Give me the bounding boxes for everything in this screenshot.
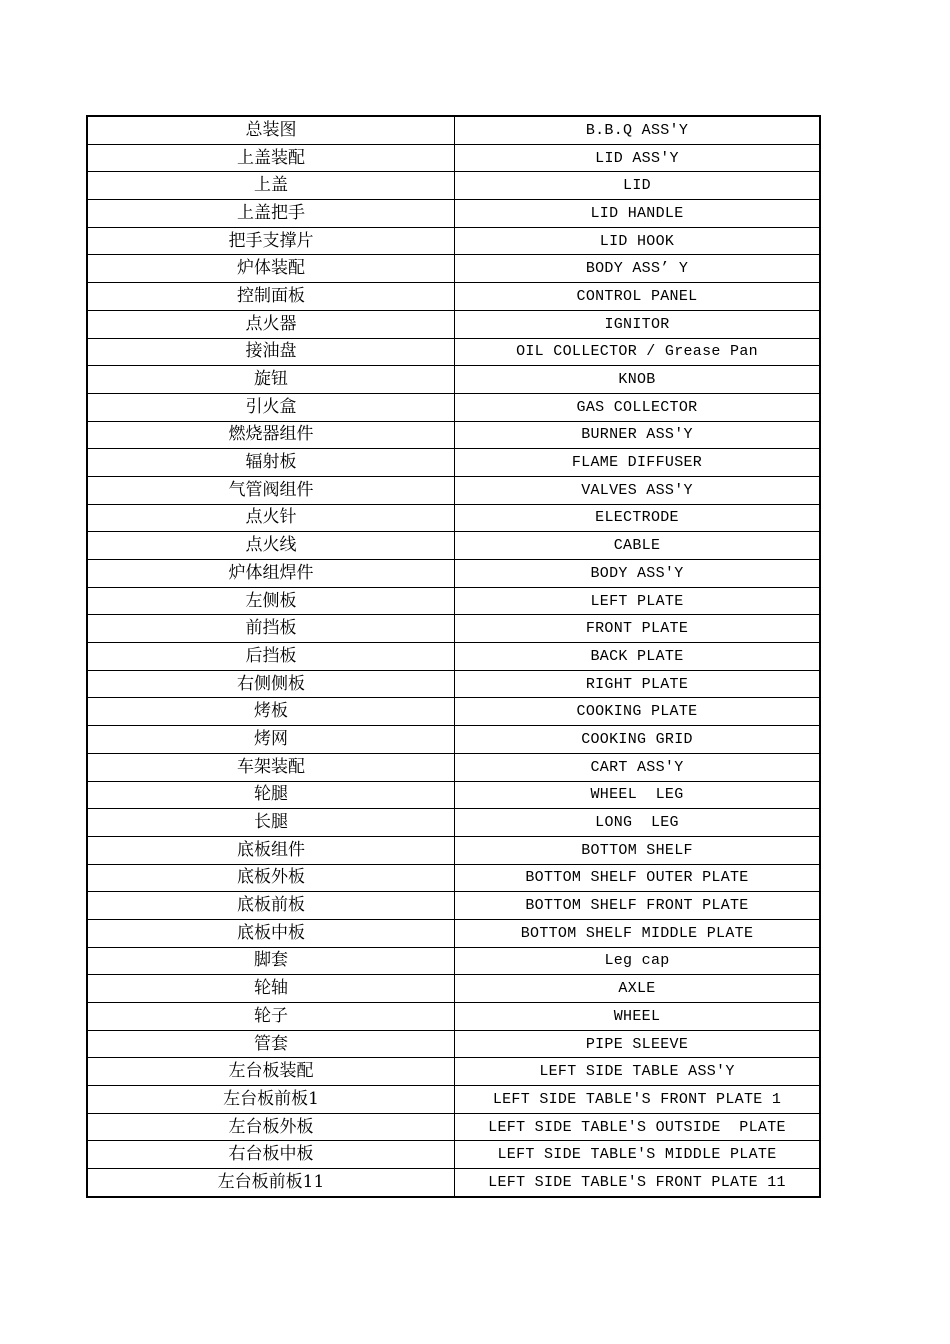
part-name-chinese: 燃烧器组件 [87, 421, 455, 449]
part-name-chinese: 轮轴 [87, 975, 455, 1003]
parts-table [86, 115, 821, 1198]
part-name-chinese: 右台板中板 [87, 1141, 455, 1169]
part-name-english: ELECTRODE [455, 504, 821, 532]
table-row [87, 283, 820, 311]
table-row [87, 809, 820, 837]
table-row [87, 864, 820, 892]
part-name-english: GAS COLLECTOR [455, 393, 821, 421]
part-name-english: LID HANDLE [455, 200, 821, 228]
table-row [87, 975, 820, 1003]
part-name-english: COOKING PLATE [455, 698, 821, 726]
parts-table-body [87, 116, 820, 1197]
part-name-english: BODY ASS'Y [455, 560, 821, 588]
part-name-english: LEFT SIDE TABLE ASS'Y [455, 1058, 821, 1086]
table-row [87, 892, 820, 920]
part-name-english: COOKING GRID [455, 726, 821, 754]
part-name-english: CONTROL PANEL [455, 283, 821, 311]
part-name-chinese: 上盖把手 [87, 200, 455, 228]
part-name-chinese: 点火针 [87, 504, 455, 532]
part-name-english: FRONT PLATE [455, 615, 821, 643]
table-row [87, 1141, 820, 1169]
part-name-chinese: 长腿 [87, 809, 455, 837]
table-row [87, 919, 820, 947]
part-name-english: BOTTOM SHELF [455, 836, 821, 864]
part-name-english: LEFT SIDE TABLE'S MIDDLE PLATE [455, 1141, 821, 1169]
table-row [87, 116, 820, 144]
part-name-chinese: 脚套 [87, 947, 455, 975]
part-name-english: LID [455, 172, 821, 200]
table-row [87, 836, 820, 864]
part-name-chinese: 炉体组焊件 [87, 560, 455, 588]
part-name-chinese: 把手支撑片 [87, 227, 455, 255]
part-name-chinese: 旋钮 [87, 366, 455, 394]
table-row [87, 255, 820, 283]
part-name-chinese: 上盖装配 [87, 144, 455, 172]
part-name-english: B.B.Q ASS'Y [455, 116, 821, 144]
part-name-chinese: 轮子 [87, 1003, 455, 1031]
part-name-chinese: 轮腿 [87, 781, 455, 809]
part-name-chinese: 前挡板 [87, 615, 455, 643]
part-name-chinese: 接油盘 [87, 338, 455, 366]
table-row [87, 227, 820, 255]
part-name-english: BURNER ASS'Y [455, 421, 821, 449]
part-name-chinese: 控制面板 [87, 283, 455, 311]
table-row [87, 1030, 820, 1058]
part-name-chinese: 辐射板 [87, 449, 455, 477]
table-row [87, 532, 820, 560]
part-name-english: BOTTOM SHELF OUTER PLATE [455, 864, 821, 892]
part-name-chinese: 底板中板 [87, 919, 455, 947]
part-name-english: WHEEL [455, 1003, 821, 1031]
table-row [87, 338, 820, 366]
part-name-chinese: 右侧侧板 [87, 670, 455, 698]
part-name-chinese: 点火器 [87, 310, 455, 338]
part-name-english: KNOB [455, 366, 821, 394]
part-name-english: IGNITOR [455, 310, 821, 338]
table-row [87, 726, 820, 754]
part-name-english: AXLE [455, 975, 821, 1003]
part-name-english: LEFT SIDE TABLE'S FRONT PLATE 11 [455, 1169, 821, 1197]
part-name-chinese: 烤网 [87, 726, 455, 754]
part-name-chinese: 总装图 [87, 116, 455, 144]
part-name-english: VALVES ASS'Y [455, 476, 821, 504]
part-name-english: BODY ASS’ Y [455, 255, 821, 283]
table-row [87, 587, 820, 615]
table-row [87, 421, 820, 449]
part-name-english: LEFT SIDE TABLE'S OUTSIDE PLATE [455, 1113, 821, 1141]
part-name-english: CART ASS'Y [455, 753, 821, 781]
part-name-chinese: 上盖 [87, 172, 455, 200]
table-row [87, 781, 820, 809]
table-row [87, 1113, 820, 1141]
part-name-english: RIGHT PLATE [455, 670, 821, 698]
part-name-chinese: 烤板 [87, 698, 455, 726]
part-name-chinese: 点火线 [87, 532, 455, 560]
part-name-english: Leg cap [455, 947, 821, 975]
part-name-chinese: 左台板外板 [87, 1113, 455, 1141]
table-row [87, 144, 820, 172]
table-row [87, 615, 820, 643]
part-name-english: BACK PLATE [455, 643, 821, 671]
table-row [87, 393, 820, 421]
part-name-chinese: 左台板前板1 [87, 1086, 455, 1114]
table-row [87, 310, 820, 338]
table-row [87, 947, 820, 975]
part-name-chinese: 后挡板 [87, 643, 455, 671]
part-name-english: LONG LEG [455, 809, 821, 837]
part-name-english: LID ASS'Y [455, 144, 821, 172]
part-name-chinese: 左台板前板11 [87, 1169, 455, 1197]
table-row [87, 643, 820, 671]
part-name-chinese: 车架装配 [87, 753, 455, 781]
part-name-english: OIL COLLECTOR / Grease Pan [455, 338, 821, 366]
part-name-english: CABLE [455, 532, 821, 560]
table-row [87, 753, 820, 781]
table-row [87, 449, 820, 477]
part-name-english: PIPE SLEEVE [455, 1030, 821, 1058]
table-row [87, 698, 820, 726]
table-row [87, 1003, 820, 1031]
part-name-chinese: 底板组件 [87, 836, 455, 864]
table-row [87, 1058, 820, 1086]
part-name-english: LEFT SIDE TABLE'S FRONT PLATE 1 [455, 1086, 821, 1114]
part-name-english: FLAME DIFFUSER [455, 449, 821, 477]
table-row [87, 476, 820, 504]
table-row [87, 200, 820, 228]
part-name-chinese: 引火盒 [87, 393, 455, 421]
part-name-chinese: 炉体装配 [87, 255, 455, 283]
part-name-chinese: 底板外板 [87, 864, 455, 892]
part-name-english: LID HOOK [455, 227, 821, 255]
part-name-english: BOTTOM SHELF FRONT PLATE [455, 892, 821, 920]
table-row [87, 560, 820, 588]
table-row [87, 1169, 820, 1197]
part-name-chinese: 气管阀组件 [87, 476, 455, 504]
part-name-english: BOTTOM SHELF MIDDLE PLATE [455, 919, 821, 947]
table-row [87, 670, 820, 698]
table-row [87, 172, 820, 200]
table-row [87, 1086, 820, 1114]
table-row [87, 366, 820, 394]
part-name-english: WHEEL LEG [455, 781, 821, 809]
table-row [87, 504, 820, 532]
part-name-chinese: 底板前板 [87, 892, 455, 920]
part-name-chinese: 管套 [87, 1030, 455, 1058]
part-name-chinese: 左侧板 [87, 587, 455, 615]
part-name-chinese: 左台板装配 [87, 1058, 455, 1086]
part-name-english: LEFT PLATE [455, 587, 821, 615]
